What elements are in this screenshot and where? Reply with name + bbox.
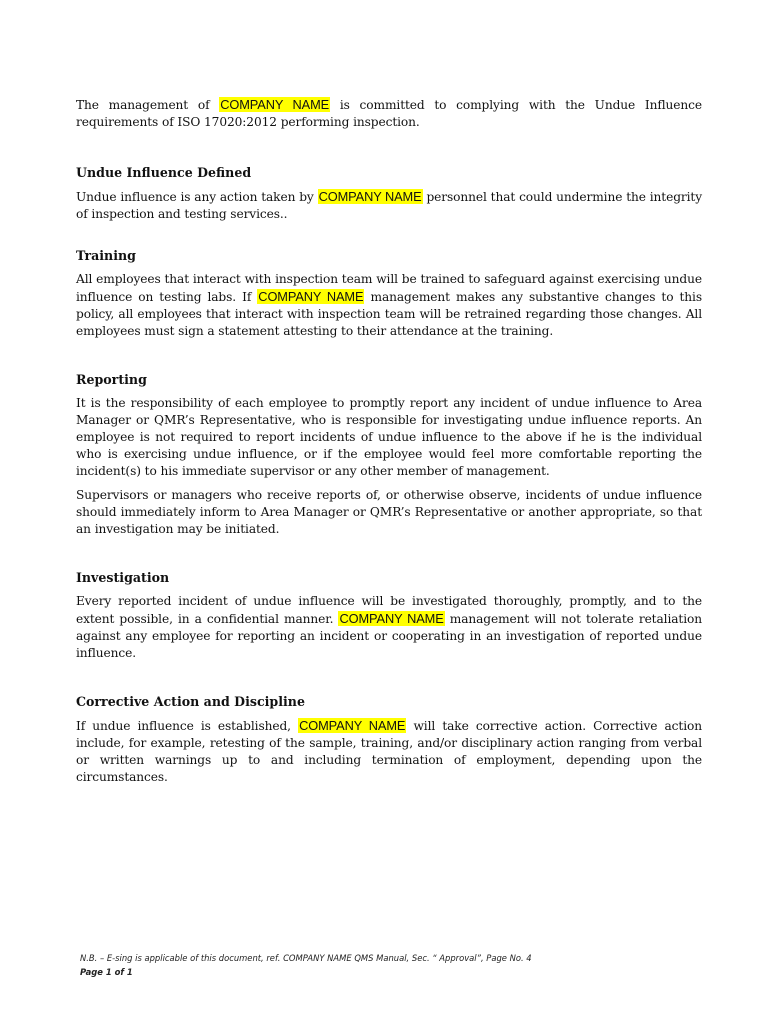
section-heading-corrective: Corrective Action and Discipline: [76, 694, 305, 709]
reporting-paragraph-2: Supervisors or managers who receive reports of, or otherwise observe, incidents of undue influence should immediately inform to Area Manager or QMR’s Representative or another appropriate, so that an investigation may be initiated.: [76, 488, 702, 536]
page-footer: [80, 951, 680, 979]
company-name-highlight: COMPANY NAME: [258, 289, 364, 304]
defined-paragraph: [76, 188, 702, 223]
company-name-highlight: COMPANY NAME: [220, 97, 330, 112]
training-text-before: All employees that interact with inspection team will be trained to safeguard against exercising undue influence on testing labs. If: [76, 272, 702, 304]
corrective-text-after: will take corrective action. Corrective action include, for example, retesting of the sample, training, and/or disciplinary action ranging from verbal or written warnings up to and including termination of employment, depending upon the circumstances.: [76, 719, 702, 784]
intro-text-after: is committed to complying with the Undue Influence requirements of ISO 17020:2012 performing inspection.: [76, 98, 702, 129]
footer-note: N.B. – E-sing is applicable of this document, ref. COMPANY NAME QMS Manual, Sec. “ Approval”, Page No. 4: [80, 953, 532, 963]
page-number: Page 1 of 1: [80, 967, 133, 977]
section-heading-investigation: Investigation: [76, 570, 170, 585]
training-paragraph: [76, 271, 702, 340]
section-heading-reporting: Reporting: [76, 372, 147, 387]
investigation-paragraph: [76, 593, 702, 662]
investigation-text-before: Every reported incident of undue influence will be investigated thoroughly, promptly, and to the extent possible, in a confidential manner.: [76, 594, 702, 626]
training-text-after: management makes any substantive changes to this policy, all employees that interact with inspection team will be retrained regarding those changes. All employees must sign a statement attesting to their attendance at the training.: [76, 290, 703, 338]
section-heading-defined: Undue Influence Defined: [76, 165, 252, 180]
investigation-text-after: management will not tolerate retaliation against any employee for reporting an incident or cooperating in an investigation of reported undue influence.: [76, 612, 702, 660]
intro-paragraph: [76, 96, 702, 131]
corrective-paragraph: [76, 717, 702, 786]
company-name-highlight: COMPANY NAME: [318, 189, 422, 204]
intro-text-before: The management of: [76, 98, 210, 112]
corrective-text-before: If undue influence is established,: [76, 719, 291, 733]
company-name-highlight: COMPANY NAME: [339, 611, 444, 626]
company-name-highlight: COMPANY NAME: [299, 718, 406, 733]
document-body: [76, 96, 702, 786]
defined-text-after: personnel that could undermine the integrity of inspection and testing services..: [76, 190, 703, 221]
section-heading-training: Training: [76, 248, 136, 263]
defined-text-before: Undue influence is any action taken by: [76, 190, 314, 204]
reporting-paragraph-1: It is the responsibility of each employee to promptly report any incident of undue influence to Area Manager or QMR’s Representative, who is responsible for investigating undue influence reports. An employee is not required to report incidents of undue influence to the above if he is the individual who is exercising undue influence, or if the employee would feel more comfortable reporting the incident(s) to his immediate supervisor or any other member of management.: [76, 396, 702, 478]
